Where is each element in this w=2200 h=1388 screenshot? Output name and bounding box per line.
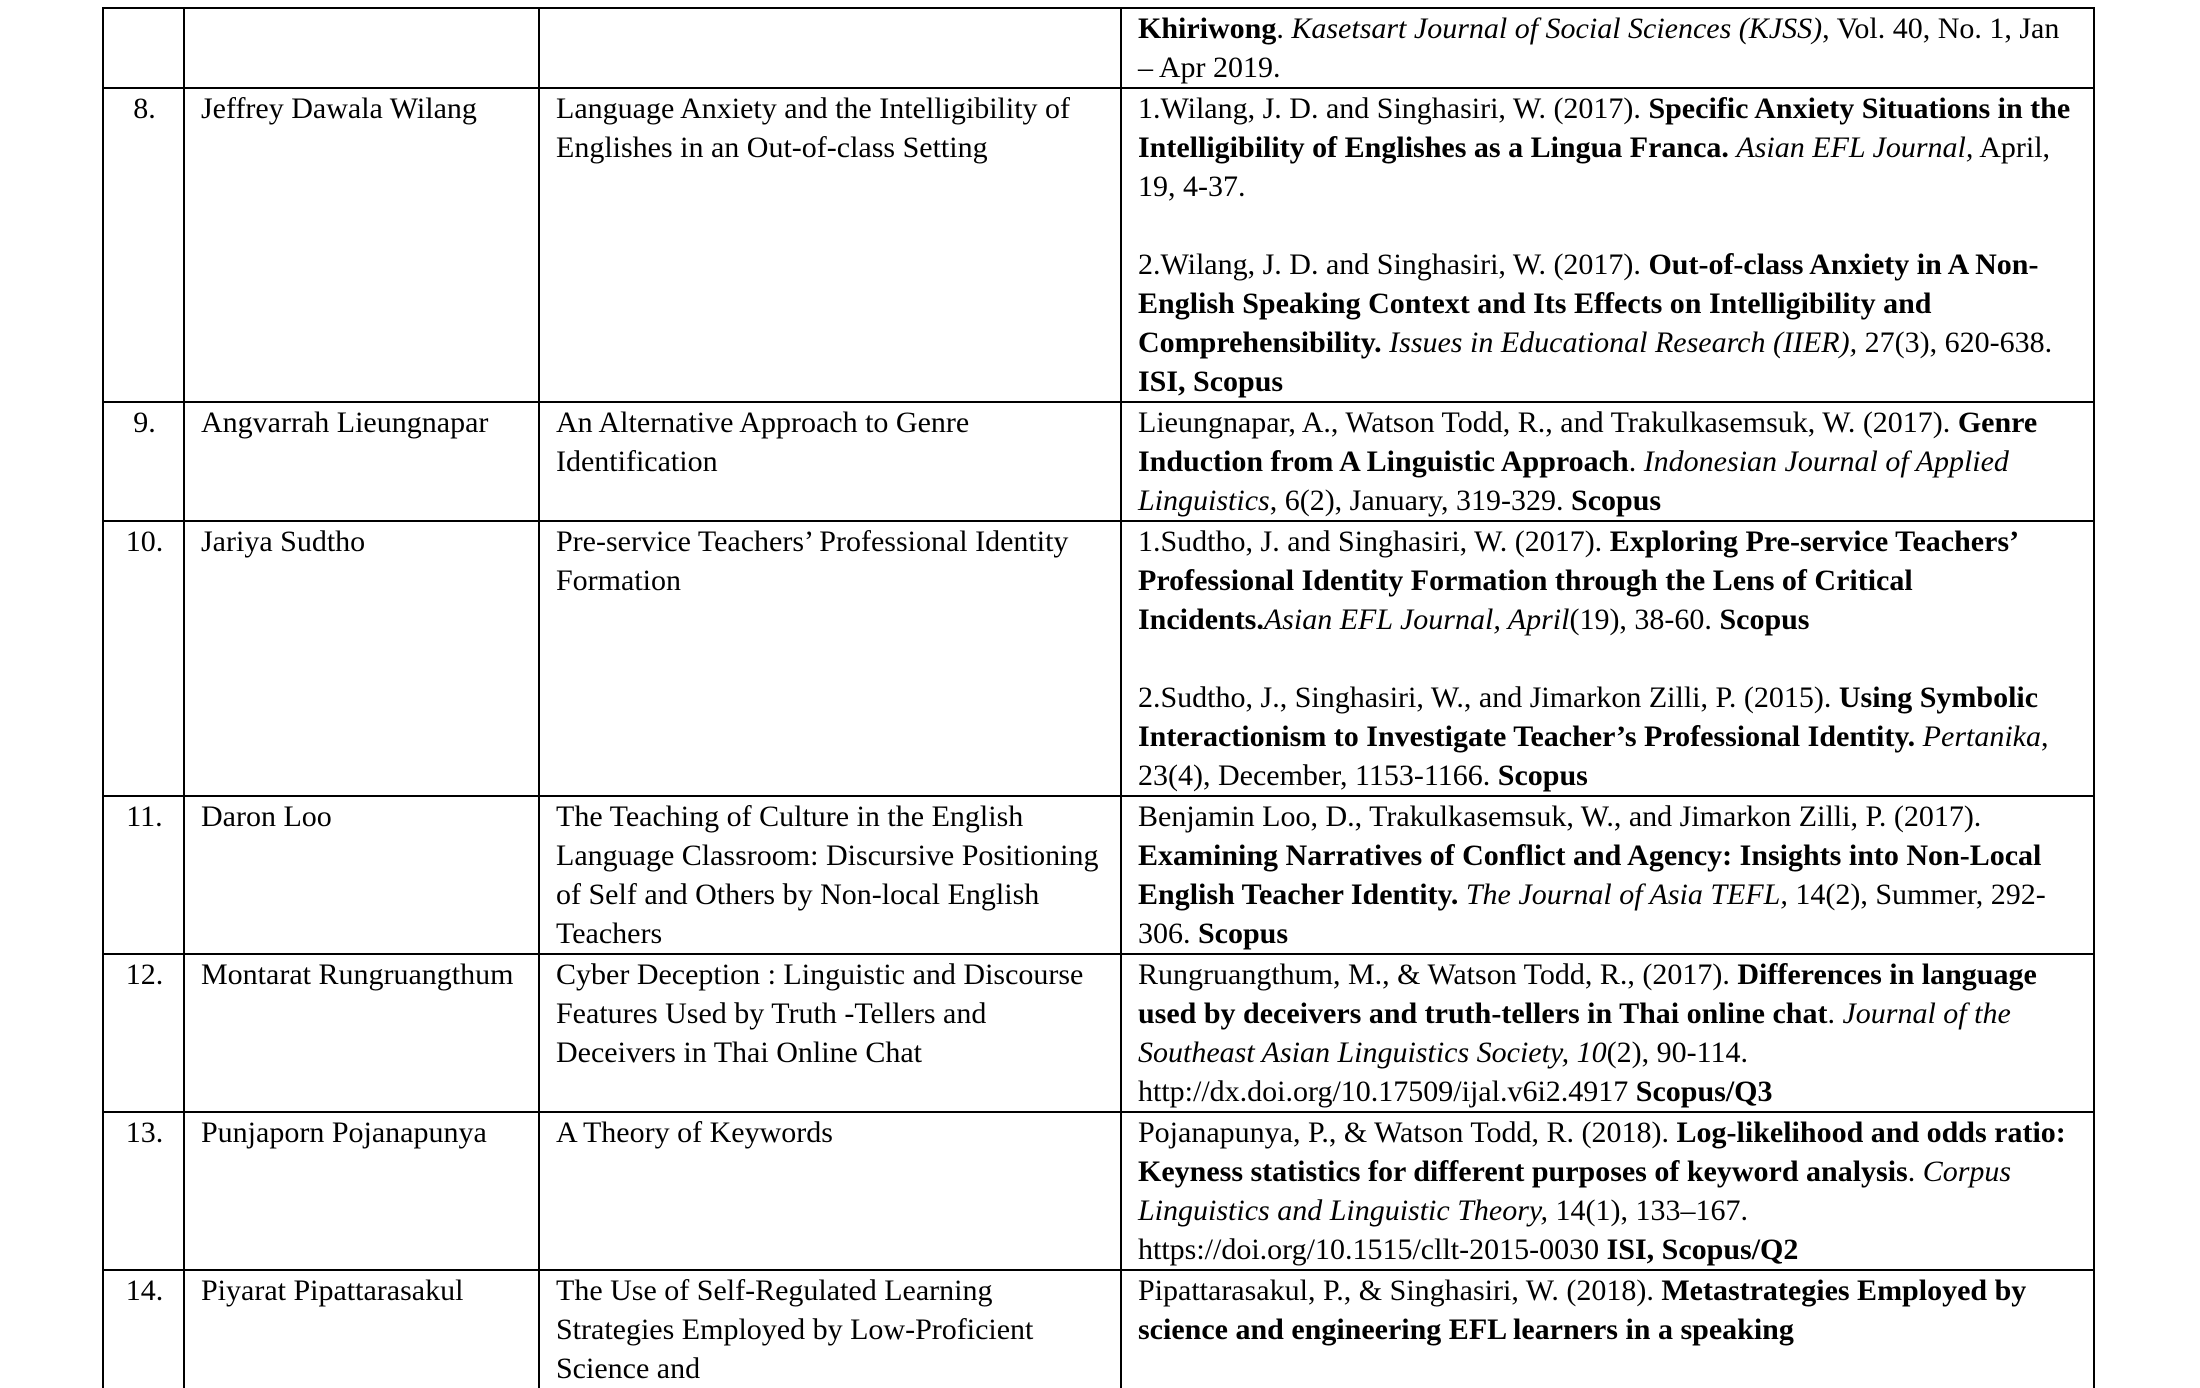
publication-entry [1138,89,2079,206]
publication-title-bold: Out-of-class Anxiety in A Non-English Speaking Context and Its Effects on Intelligibility and Comprehensibility. [1138,248,2039,359]
student-name [184,8,539,88]
publication-text: 27(3), 620-638. [1857,326,2053,359]
thesis-title: Cyber Deception : Linguistic and Discourse Features Used by Truth -Tellers and Deceivers in Thai Online Chat [539,954,1121,1112]
student-name: Angvarrah Lieungnapar [184,402,539,521]
thesis-title: Pre-service Teachers’ Professional Identity Formation [539,521,1121,796]
publication-text [1915,720,1923,753]
publication-entry [1138,522,2079,639]
publication-title-bold: Scopus [1198,917,1289,950]
journal-name-italic: Issues in Educational Research (IIER), [1389,326,1858,359]
row-number: 10. [103,521,184,796]
thesis-title: The Use of Self-Regulated Learning Strategies Employed by Low-Proficient Science and [539,1270,1121,1388]
publication-cell [1121,1270,2094,1388]
publication-title-bold: Genre Induction from A Linguistic Approach [1138,406,2038,478]
publication-title-bold: ISI, Scopus/Q2 [1606,1233,1799,1266]
publication-entry [1138,678,2079,795]
publication-text: Rungruangthum, M., & Watson Todd, R., (2017). [1138,958,1738,991]
table-row [103,8,2094,88]
publication-text: . [1907,1155,1923,1188]
table-row [103,796,2094,954]
publication-cell [1121,521,2094,796]
publication-text: 2.Wilang, J. D. and Singhasiri, W. (2017). [1138,248,1649,281]
publication-title-bold: Scopus [1497,759,1588,792]
publication-text [1458,878,1466,911]
publication-text: (19), 38-60. [1569,603,1720,636]
publication-entry [1138,9,2079,87]
student-name: Daron Loo [184,796,539,954]
publication-text: , Vol. 40, No. 1, Jan – Apr 2019. [1138,12,2060,84]
row-number: 9. [103,402,184,521]
publication-entry [1138,1271,2079,1349]
journal-name-italic: Asian EFL Journal, April [1263,603,1570,636]
publication-table [102,7,2095,1388]
table-row [103,1112,2094,1270]
thesis-title: Language Anxiety and the Intelligibility of Englishes in an Out-of-class Setting [539,88,1121,402]
publication-cell [1121,954,2094,1112]
row-number: 13. [103,1112,184,1270]
publication-cell [1121,1112,2094,1270]
publication-text: , 23(4), December, 1153-1166. [1138,720,2049,792]
publication-text: Pojanapunya, P., & Watson Todd, R. (2018). [1138,1116,1677,1149]
row-number: 14. [103,1270,184,1388]
publication-title-bold: Scopus [1719,603,1810,636]
publication-title-bold: Log-likelihood and odds ratio: Keyness statistics for different purposes of keyword analysis [1138,1116,2066,1188]
publication-text: 14(1), 133–167. https://doi.org/10.1515/cllt-2015-0030 [1138,1194,1749,1266]
thesis-title: A Theory of Keywords [539,1112,1121,1270]
publication-cell [1121,796,2094,954]
publication-text: 2.Sudtho, J., Singhasiri, W., and Jimarkon Zilli, P. (2015). [1138,681,1839,714]
publication-title-bold: Scopus [1571,484,1662,517]
table-row [103,954,2094,1112]
publication-entry [1138,955,2079,1111]
publication-title-bold: Specific Anxiety Situations in the Intelligibility of Englishes as a Lingua Franca. [1138,92,2071,164]
student-name: Punjaporn Pojanapunya [184,1112,539,1270]
row-number: 8. [103,88,184,402]
publication-title-bold: ISI, Scopus [1138,365,1284,398]
thesis-title [539,8,1121,88]
publication-cell [1121,88,2094,402]
publication-text: . [1276,12,1292,45]
thesis-title: The Teaching of Culture in the English Language Classroom: Discursive Positioning of Self and Others by Non-local English Teachers [539,796,1121,954]
student-name: Jeffrey Dawala Wilang [184,88,539,402]
publication-entry [1138,403,2079,520]
publication-title-bold: Metastrategies Employed by science and engineering EFL learners in a speaking [1138,1274,2027,1346]
journal-name-italic: Kasetsart Journal of Social Sciences (KJSS) [1291,12,1823,45]
publication-entry [1138,797,2079,953]
publication-text: . [1827,997,1843,1030]
publication-entry [1138,1113,2079,1269]
publication-title-bold: Khiriwong [1138,12,1277,45]
journal-name-italic: Journal of the Southeast Asian Linguistics Society, 10 [1138,997,2011,1069]
journal-name-italic: Indonesian Journal of Applied Linguistics [1138,445,2009,517]
student-name: Piyarat Pipattarasakul [184,1270,539,1388]
publication-text: 1.Wilang, J. D. and Singhasiri, W. (2017). [1138,92,1649,125]
publication-text: (2), 90-114. http://dx.doi.org/10.17509/ijal.v6i2.4917 [1138,1036,1748,1108]
row-number: 12. [103,954,184,1112]
publication-entry [1138,245,2079,401]
publication-text: , 6(2), January, 319-329. [1269,484,1572,517]
journal-name-italic: The Journal of Asia TEFL, [1465,878,1788,911]
publication-title-bold: Using Symbolic Interactionism to Investigate Teacher’s Professional Identity. [1138,681,2039,753]
table-body [103,8,2094,1388]
publication-text: 1.Sudtho, J. and Singhasiri, W. (2017). [1138,525,1610,558]
journal-name-italic: Corpus Linguistics and Linguistic Theory, [1138,1155,2012,1227]
student-name: Montarat Rungruangthum [184,954,539,1112]
publication-cell [1121,8,2094,88]
row-number [103,8,184,88]
publication-text: Pipattarasakul, P., & Singhasiri, W. (2018). [1138,1274,1662,1307]
publication-text: 14(2), Summer, 292-306. [1138,878,2046,950]
publication-text: April, 19, 4-37. [1138,131,2051,203]
publication-text: Benjamin Loo, D., Trakulkasemsuk, W., and Jimarkon Zilli, P. (2017). [1138,800,1982,833]
publication-title-bold: Differences in language used by deceivers and truth-tellers in Thai online chat [1138,958,2037,1030]
publication-text: Lieungnapar, A., Watson Todd, R., and Trakulkasemsuk, W. (2017). [1138,406,1958,439]
table-row [103,402,2094,521]
publication-title-bold: Examining Narratives of Conflict and Agency: Insights into Non-Local English Teacher Identity. [1138,839,2042,911]
student-name: Jariya Sudtho [184,521,539,796]
publication-title-bold: Exploring Pre-service Teachers’ Professional Identity Formation through the Lens of Critical Incidents. [1138,525,2017,636]
publication-title-bold: Scopus/Q3 [1635,1075,1773,1108]
journal-name-italic: Asian EFL Journal, [1736,131,1974,164]
table-row [103,1270,2094,1388]
publication-cell [1121,402,2094,521]
publication-text: . [1628,445,1644,478]
thesis-title: An Alternative Approach to Genre Identification [539,402,1121,521]
table-row [103,88,2094,402]
table-row [103,521,2094,796]
journal-name-italic: Pertanika [1922,720,2041,753]
row-number: 11. [103,796,184,954]
